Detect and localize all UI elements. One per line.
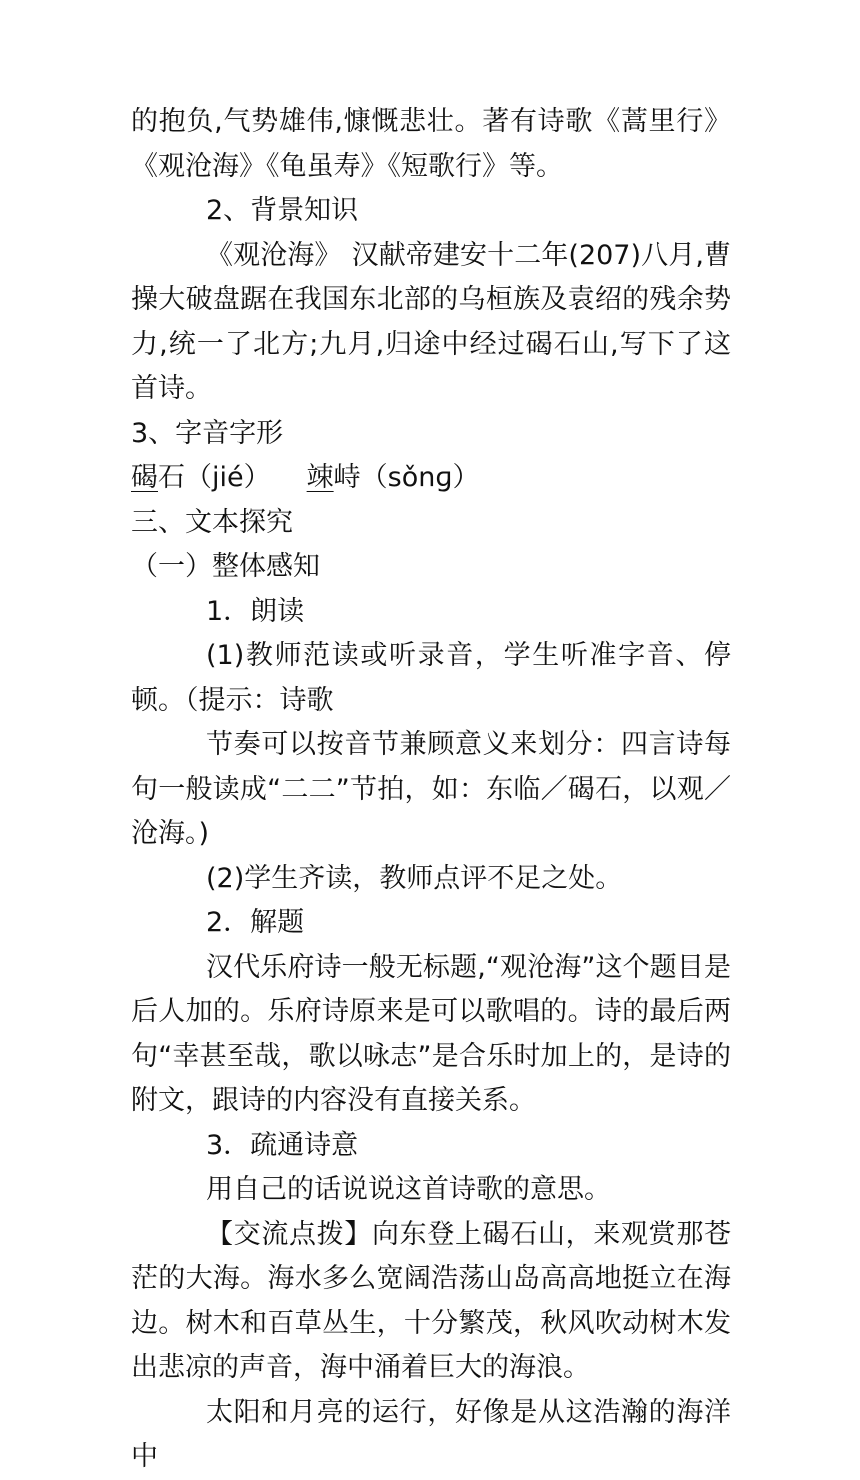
- background-heading: 2、背景知识: [206, 195, 359, 226]
- meaning-prompt: 用自己的话说说这首诗歌的意思。: [206, 1174, 611, 1205]
- section-heading: 三、文本探究: [131, 506, 293, 538]
- reading-heading: 1．朗读: [206, 595, 305, 627]
- meaning-heading: 3．疏通诗意: [206, 1129, 359, 1161]
- pron-rest-1: 石（jié）: [158, 462, 271, 493]
- sun-moon-paragraph: 太阳和月亮的运行，好像是从这浩瀚的海洋中: [131, 1396, 731, 1472]
- poem-title: 《观沧海》: [206, 239, 342, 271]
- pronunciation-line: [131, 456, 731, 501]
- exchange-paragraph: 【交流点拨】向东登上碣石山，来观赏那苍茫的大海。海水多么宽阔浩荡山岛高高地挺立在海边。树木和百草丛生，十分繁茂，秋风吹动树木发出悲凉的声音，海中涌着巨大的海浪。: [131, 1218, 731, 1383]
- intro-continuation: 的抱负,气势雄伟,慷慨悲壮。著有诗歌《蒿里行》《观沧海》《龟虽寿》《短歌行》等。: [131, 106, 731, 182]
- reading-step-1: (1)教师范读或听录音，学生听准字音、停顿。（提示：诗歌: [131, 640, 731, 716]
- background-paragraph: [131, 234, 731, 412]
- pronunciation-heading: 3、字音字形: [131, 417, 284, 449]
- title-paragraph: 汉代乐府诗一般无标题,“观沧海”这个题目是后人加的。乐府诗原来是可以歌唱的。诗的最后两句“幸甚至哉，歌以咏志”是合乐时加上的，是诗的附文，跟诗的内容没有直接关系。: [131, 951, 731, 1116]
- subsection-heading: （一）整体感知: [131, 551, 320, 582]
- document-body: [131, 100, 731, 1480]
- background-text: 汉献帝建安十二年(207)八月,曹操大破盘踞在我国东北部的乌桓族及袁绍的残余势力,统一了北方;九月,归途中经过碣石山,写下了这首诗。: [131, 239, 732, 404]
- pron-char-1: 碣: [131, 462, 158, 493]
- reading-step-2: (2)学生齐读，教师点评不足之处。: [206, 862, 623, 894]
- reading-step-1-continued: 节奏可以按音节兼顾意义来划分：四言诗每句一般读成“二二”节拍，如：东临／碣石，以观／沧海。): [131, 729, 731, 849]
- title-heading: 2．解题: [206, 907, 305, 938]
- pron-rest-2: 峙（sǒnɡ）: [333, 462, 480, 493]
- pron-char-2: 竦: [306, 462, 334, 493]
